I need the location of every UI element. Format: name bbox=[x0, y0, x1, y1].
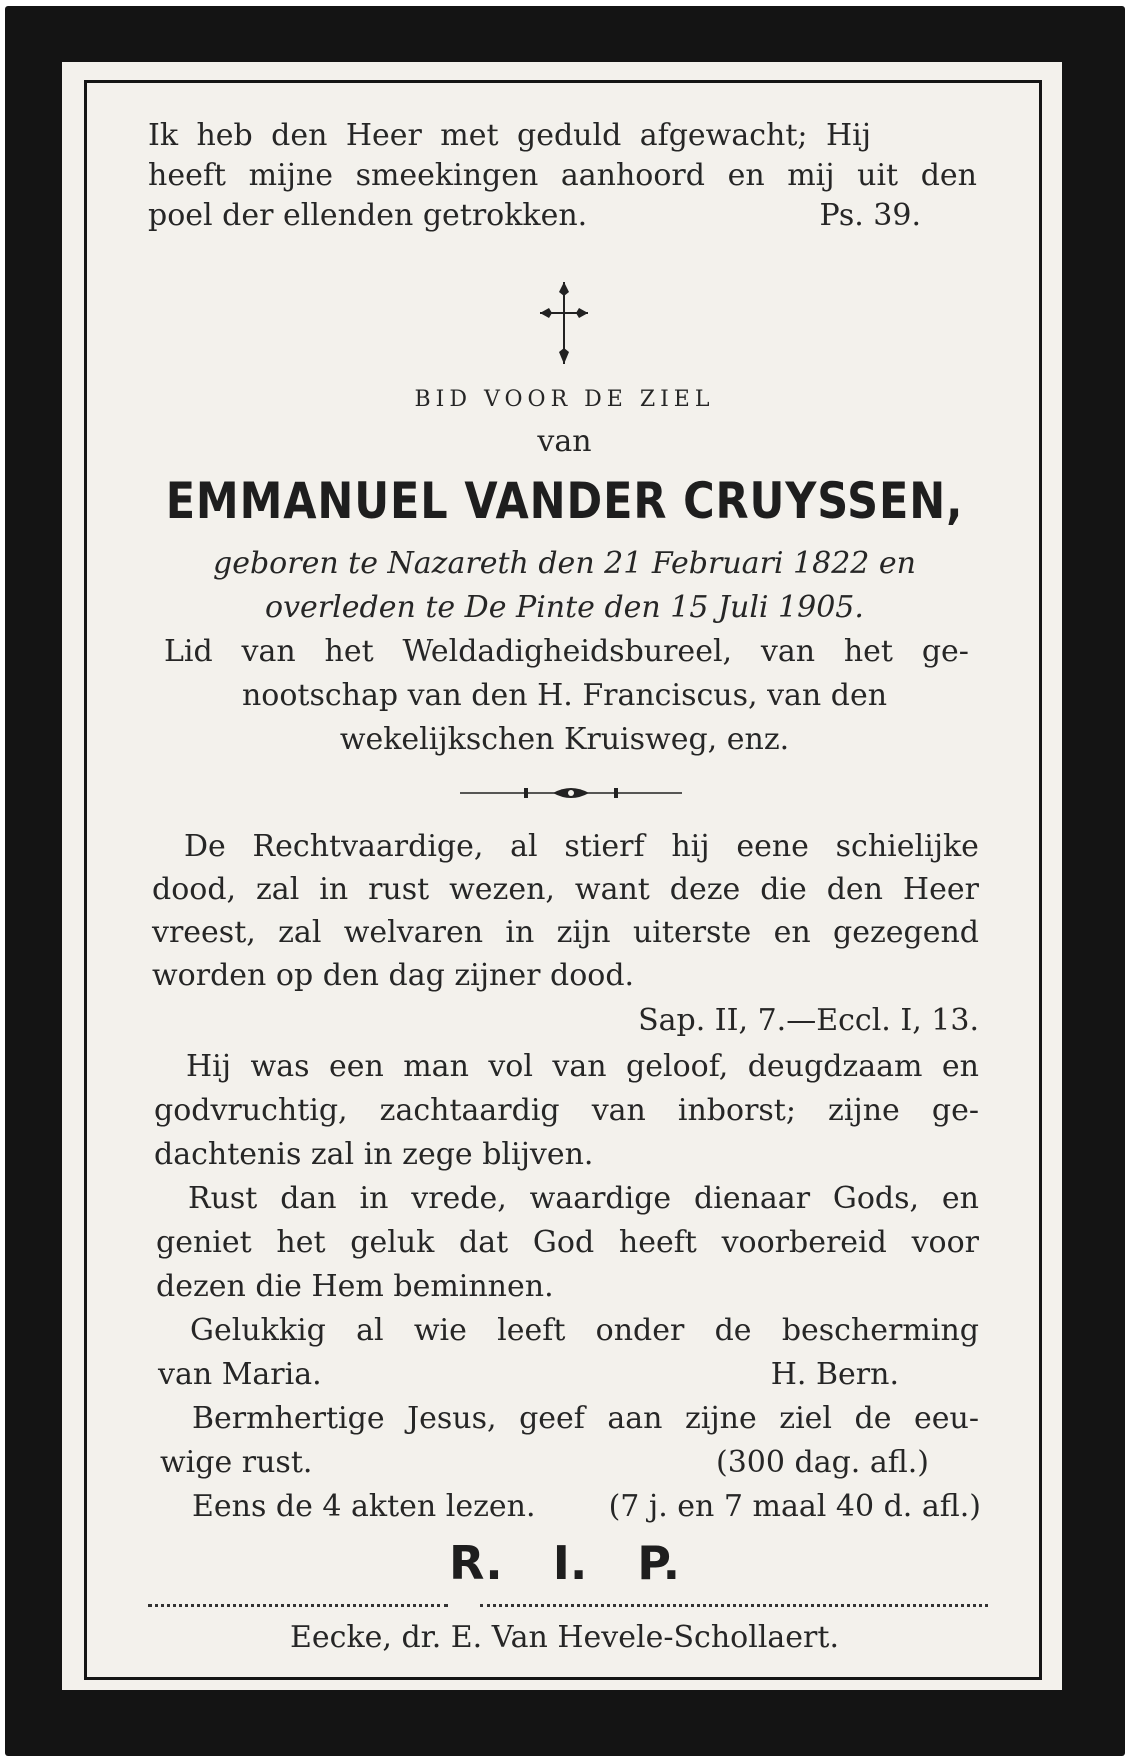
word: in bbox=[319, 872, 349, 907]
word: zijne bbox=[828, 1093, 900, 1128]
word: in bbox=[359, 1181, 389, 1216]
word: schielijke bbox=[835, 829, 979, 864]
word: mij bbox=[787, 158, 835, 193]
word: van bbox=[591, 1093, 646, 1128]
scripture-p3-line-1 bbox=[0, 1181, 1129, 1217]
word: heeft bbox=[148, 158, 226, 193]
word: gezegend bbox=[832, 915, 979, 950]
word: geduld bbox=[516, 118, 622, 153]
word: dat bbox=[459, 1225, 509, 1260]
word: en bbox=[941, 1049, 979, 1084]
scripture-p5-indulgence: (300 dag. afl.) bbox=[715, 1445, 929, 1480]
scripture-p1-line-2 bbox=[0, 872, 1129, 908]
word: zal bbox=[256, 872, 300, 907]
word: eene bbox=[736, 829, 809, 864]
scripture-p4-reference: H. Bern. bbox=[770, 1357, 899, 1392]
scripture-p2-line-1 bbox=[0, 1049, 1129, 1085]
word: dood, bbox=[152, 872, 237, 907]
word: uit bbox=[857, 158, 899, 193]
word: heb bbox=[196, 118, 253, 153]
divider-ornament bbox=[458, 783, 684, 803]
word: deugdzaam bbox=[747, 1049, 923, 1084]
word: den bbox=[271, 118, 328, 153]
word: De bbox=[184, 829, 226, 864]
word: het bbox=[276, 1225, 326, 1260]
word: ge- bbox=[921, 634, 969, 669]
word: het bbox=[843, 634, 893, 669]
word: al bbox=[510, 829, 538, 864]
psalm-line-2 bbox=[0, 158, 1129, 194]
word: Gods, bbox=[832, 1181, 920, 1216]
word: bescherming bbox=[781, 1313, 979, 1348]
rip-text: R. I. P. bbox=[448, 1536, 681, 1590]
word: inborst; bbox=[677, 1093, 796, 1128]
word: ziel bbox=[779, 1401, 833, 1436]
member-line-3: wekelijkschen Kruisweg, enz. bbox=[339, 722, 790, 757]
died-line: overleden te De Pinte den 15 Juli 1905. bbox=[265, 590, 864, 625]
scripture-p3-line-2 bbox=[0, 1225, 1129, 1261]
scripture-p5-line-2: wige rust. bbox=[160, 1445, 313, 1480]
word: Heer bbox=[345, 118, 422, 153]
word: van bbox=[760, 634, 816, 669]
word: Heer bbox=[902, 872, 979, 907]
word: voor bbox=[911, 1225, 979, 1260]
pray-for-soul-heading: BID VOOR DE ZIEL bbox=[414, 387, 715, 412]
word: was bbox=[250, 1049, 310, 1084]
psalm-line-1 bbox=[0, 118, 1129, 154]
word: en bbox=[941, 1181, 979, 1216]
deceased-name: EMMANUEL VANDER CRUYSSEN, bbox=[165, 472, 964, 530]
word: geef bbox=[519, 1401, 585, 1436]
word: van bbox=[552, 1049, 607, 1084]
scripture-p1-reference: Sap. II, 7.—Eccl. I, 13. bbox=[638, 1003, 979, 1038]
word: het bbox=[324, 634, 374, 669]
word: leeft bbox=[497, 1313, 566, 1348]
word: welvaren bbox=[343, 915, 484, 950]
member-line-1 bbox=[0, 634, 1129, 670]
word: geloof, bbox=[626, 1049, 729, 1084]
psalm-line-3: poel der ellenden getrokken. bbox=[148, 198, 588, 233]
scripture-p2-line-2 bbox=[0, 1093, 1129, 1129]
of-word: van bbox=[537, 424, 592, 459]
word: zachtaardig bbox=[379, 1093, 560, 1128]
word: geniet bbox=[156, 1225, 252, 1260]
word: want bbox=[574, 872, 650, 907]
word: rust bbox=[368, 872, 430, 907]
word: wezen, bbox=[449, 872, 555, 907]
word: afgewacht; bbox=[639, 118, 808, 153]
word: Weldadigheidsbureel, bbox=[402, 634, 733, 669]
word: Hij bbox=[825, 118, 871, 153]
word: deze bbox=[669, 872, 741, 907]
word: en bbox=[727, 158, 765, 193]
scripture-p6-indulgence: (7 j. en 7 maal 40 d. afl.) bbox=[608, 1489, 981, 1524]
word: vol bbox=[488, 1049, 533, 1084]
word: zijn bbox=[556, 915, 611, 950]
word: voorbereid bbox=[721, 1225, 887, 1260]
word: eeu- bbox=[913, 1401, 979, 1436]
word: aanhoord bbox=[560, 158, 705, 193]
word: en bbox=[773, 915, 811, 950]
word: zal bbox=[278, 915, 322, 950]
word: Hij bbox=[186, 1049, 232, 1084]
word: vreest, bbox=[152, 915, 256, 950]
printer-credit: Eecke, dr. E. Van Hevele-Schollaert. bbox=[289, 1620, 839, 1655]
word: van bbox=[241, 634, 296, 669]
word: de bbox=[714, 1313, 752, 1348]
wavy-rule-left bbox=[148, 1594, 448, 1607]
word: smeekingen bbox=[355, 158, 539, 193]
word: stierf bbox=[564, 829, 645, 864]
member-line-2: nootschap van den H. Franciscus, van den bbox=[241, 678, 888, 713]
word: Bermhertige bbox=[192, 1401, 385, 1436]
word: man bbox=[403, 1049, 469, 1084]
word: Rechtvaardige, bbox=[252, 829, 484, 864]
psalm-reference: Ps. 39. bbox=[819, 198, 921, 233]
word: uiterste bbox=[632, 915, 752, 950]
word: mijne bbox=[248, 158, 333, 193]
word: den bbox=[920, 158, 977, 193]
word: Lid bbox=[164, 634, 213, 669]
word: met bbox=[440, 118, 499, 153]
word: den bbox=[826, 872, 883, 907]
born-line: geboren te Nazareth den 21 Februari 1822 en bbox=[213, 546, 916, 581]
word: onder bbox=[595, 1313, 685, 1348]
word: God bbox=[532, 1225, 595, 1260]
scripture-p1-line-3 bbox=[0, 915, 1129, 951]
scripture-p3-line-3: dezen die Hem beminnen. bbox=[156, 1269, 554, 1304]
word: wie bbox=[413, 1313, 467, 1348]
word: Jesus, bbox=[407, 1401, 497, 1436]
word: waardige bbox=[529, 1181, 672, 1216]
cross-icon bbox=[536, 280, 592, 366]
scripture-p4-line-2: van Maria. bbox=[158, 1357, 322, 1392]
wavy-rule-right bbox=[480, 1594, 988, 1607]
word: godvruchtig, bbox=[154, 1093, 348, 1128]
word: dienaar bbox=[694, 1181, 811, 1216]
scripture-p5-line-1 bbox=[0, 1401, 1129, 1437]
scripture-p1-line-1 bbox=[0, 829, 1129, 865]
word: hij bbox=[671, 829, 710, 864]
word: heeft bbox=[618, 1225, 697, 1260]
word: zijne bbox=[684, 1401, 757, 1436]
scripture-p4-line-1 bbox=[0, 1313, 1129, 1349]
word: een bbox=[328, 1049, 384, 1084]
word: Rust bbox=[188, 1181, 258, 1216]
word: in bbox=[505, 915, 535, 950]
word: Ik bbox=[148, 118, 179, 153]
word: die bbox=[760, 872, 807, 907]
word: aan bbox=[607, 1401, 663, 1436]
word: ge- bbox=[931, 1093, 979, 1128]
word: al bbox=[356, 1313, 384, 1348]
scripture-p1-line-4: worden op den dag zijner dood. bbox=[152, 958, 635, 993]
word: dan bbox=[280, 1181, 337, 1216]
scripture-p2-line-3: dachtenis zal in zege blijven. bbox=[154, 1137, 594, 1172]
word: geluk bbox=[350, 1225, 435, 1260]
word: vrede, bbox=[411, 1181, 507, 1216]
scripture-p6-line-1: Eens de 4 akten lezen. bbox=[192, 1489, 536, 1524]
word: Gelukkig bbox=[190, 1313, 326, 1348]
word: de bbox=[854, 1401, 892, 1436]
